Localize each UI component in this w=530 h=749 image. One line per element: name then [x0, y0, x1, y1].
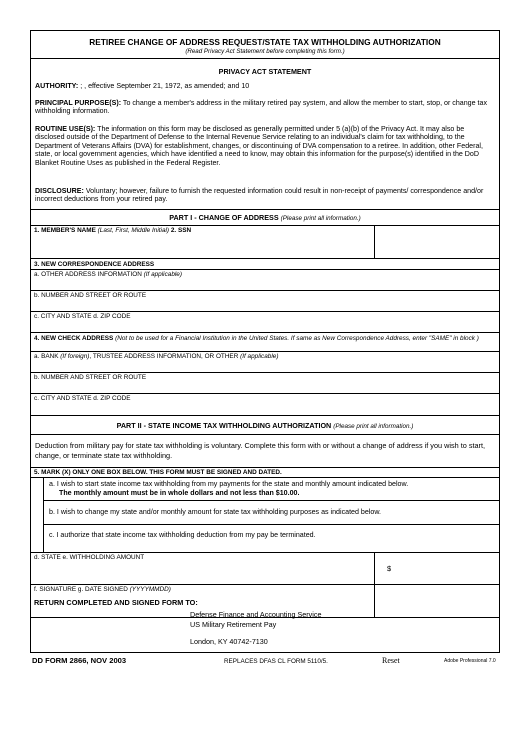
divider — [31, 225, 499, 226]
form-title: RETIREE CHANGE OF ADDRESS REQUEST/STATE TAX WITHHOLDING AUTHORIZATION — [89, 37, 441, 47]
new-check-address-label — [34, 335, 493, 343]
option-a-requirement: The monthly amount must be in whole dollars and not less than $10.00. — [59, 489, 300, 497]
state-input[interactable] — [34, 563, 374, 583]
divider — [374, 552, 375, 584]
part2-heading — [31, 421, 499, 430]
bank-label-text: a. BANK — [34, 353, 59, 360]
routine-label: ROUTINE USE(S): — [35, 125, 96, 133]
check-city-state-zip-label: c. CITY AND STATE d. ZIP CODE — [34, 395, 131, 402]
form-subtitle: (Read Privacy Act Statement before completing this form.) — [185, 48, 345, 55]
disclosure-text: Voluntary; however, failure to furnish the requested information could result in non-receipt of payments/ correspondence and/or incorrect deductions from your retired pay. — [35, 187, 484, 204]
disclosure-paragraph — [35, 187, 493, 204]
date-signed-input[interactable] — [377, 596, 499, 616]
divider — [31, 351, 499, 352]
divider — [31, 552, 499, 553]
street-label: b. NUMBER AND STREET OR ROUTE — [34, 292, 147, 299]
authority-text: ; , effective September 21, 1972, as amended; and 10 — [78, 82, 250, 90]
divider — [31, 434, 499, 435]
checkbox-column-line — [43, 477, 44, 553]
ssn-label: 2. SSN — [170, 227, 192, 234]
return-line-2: US Military Retirement Pay — [190, 620, 277, 629]
city-state-zip-label: c. CITY AND STATE d. ZIP CODE — [34, 313, 131, 320]
return-heading: RETURN COMPLETED AND SIGNED FORM TO: — [34, 598, 198, 607]
mark-one-box-label: 5. MARK (X) ONLY ONE BOX BELOW. THIS FORM MUST BE SIGNED AND DATED. — [34, 469, 282, 476]
divider — [31, 258, 499, 259]
member-name-input[interactable] — [34, 237, 374, 257]
option-a-checkbox[interactable] — [31, 477, 43, 501]
option-b-checkbox[interactable] — [31, 500, 43, 525]
purpose-text: To change a member's address in the military retired pay system, and allow the member to start, stop, or change tax withholding information. — [35, 99, 487, 116]
authority-label: AUTHORITY: — [35, 82, 79, 90]
divider — [31, 58, 499, 59]
divider — [31, 584, 499, 585]
dollar-sign: $ — [387, 564, 392, 573]
divider — [31, 332, 499, 333]
authority-paragraph — [35, 82, 493, 90]
part1-heading-text: PART I - CHANGE OF ADDRESS — [169, 213, 279, 222]
check-street-label: b. NUMBER AND STREET OR ROUTE — [34, 374, 147, 381]
routine-text: The information on this form may be disclosed as generally permitted under 5 (a)(b) of the Privacy Act. It may also be disclosed outside of the Department of Defense to the Internal Revenue Service relating to an individual's claim for tax withholding, to the Department of Veterans Affairs (DVA) for establishment, changes, or discontinuing of DVA compensation to a retiree. In addition, other Federal, state, or local government agencies, which have identified a need to know, may obtain this information for the purpose(s) identified in the DoD Blanket Routine Uses as published in the Federal Register. — [35, 125, 483, 167]
member-name-label-note: (Last, First, Middle Initial) — [97, 227, 170, 234]
software-note: Adobe Professional 7.0 — [444, 658, 496, 664]
divider — [31, 393, 499, 394]
routine-use-paragraph — [35, 125, 493, 167]
divider — [31, 290, 499, 291]
option-b-label: b. I wish to change my state and/or monthly amount for state tax withholding purposes as indicated below. — [49, 508, 382, 516]
return-address — [190, 610, 321, 647]
divider — [43, 500, 499, 501]
divider — [374, 584, 375, 617]
part2-intro: Deduction from military pay for state tax withholding is voluntary. Complete this form with or without a change of address if you wish to start, change, or terminate state tax withholding. — [35, 441, 486, 460]
signature-date-label-text: f. SIGNATURE g. DATE SIGNED — [34, 586, 128, 593]
divider — [31, 311, 499, 312]
divider — [31, 372, 499, 373]
part1-heading-note: (Please print all information.) — [280, 215, 361, 222]
replaces-note: REPLACES DFAS CL FORM 5110/5. — [224, 658, 328, 665]
divider — [374, 225, 375, 258]
withholding-amount-input[interactable] — [395, 562, 499, 582]
divider — [31, 467, 499, 468]
return-line-3: London, KY 40742-7130 — [190, 637, 268, 646]
reset-button[interactable]: Reset — [382, 656, 400, 665]
bank-label-note: (If foreign) — [60, 353, 90, 360]
option-a-label: a. I wish to start state income tax withholding from my payments for the state and monthly amount indicated below. — [49, 480, 409, 488]
option-c-label: c. I authorize that state income tax withholding deduction from my pay be terminated. — [49, 531, 316, 539]
return-line-1: Defense Finance and Accounting Service — [190, 610, 322, 619]
member-name-label — [34, 227, 191, 234]
new-correspondence-address-label: 3. NEW CORRESPONDENCE ADDRESS — [34, 261, 155, 268]
divider — [31, 415, 499, 416]
form-frame — [30, 30, 500, 653]
disclosure-label: DISCLOSURE: — [35, 187, 84, 195]
privacy-heading: PRIVACY ACT STATEMENT — [218, 67, 312, 76]
divider — [31, 477, 499, 478]
other-address-label-text: a. OTHER ADDRESS INFORMATION — [34, 271, 142, 278]
signature-date-label — [34, 586, 171, 593]
other-address-label — [34, 271, 182, 278]
signature-date-label-note: (YYYYMMDD) — [129, 586, 171, 593]
new-check-address-label-text: 4. NEW CHECK ADDRESS — [34, 335, 114, 342]
divider — [31, 209, 499, 210]
part2-heading-text: PART II - STATE INCOME TAX WITHHOLDING AUTHORIZATION — [116, 421, 332, 430]
option-a-text — [49, 480, 493, 498]
divider — [43, 524, 499, 525]
form-id: DD FORM 2866, NOV 2003 — [32, 656, 127, 665]
member-name-label-text: 1. MEMBER'S NAME — [34, 227, 96, 234]
divider — [31, 269, 499, 270]
state-withholding-label: d. STATE e. WITHHOLDING AMOUNT — [34, 554, 145, 561]
other-address-label-note: (If applicable) — [143, 271, 182, 278]
bank-label-middle: , TRUSTEE ADDRESS INFORMATION, OR OTHER — [89, 353, 239, 360]
new-check-address-label-note: (Not to be used for a Financial Institution in the United States. If same as New Correspondence Address, enter "SAME" in block ) — [115, 335, 479, 342]
option-c-checkbox[interactable] — [31, 524, 43, 553]
bank-label — [34, 353, 278, 360]
part2-heading-note: (Please print all information.) — [333, 423, 414, 430]
ssn-input[interactable] — [377, 237, 499, 257]
part1-heading — [31, 213, 499, 222]
bank-label-note2: (If applicable) — [240, 353, 279, 360]
purpose-paragraph — [35, 99, 493, 116]
purpose-label: PRINCIPAL PURPOSE(S): — [35, 99, 122, 107]
